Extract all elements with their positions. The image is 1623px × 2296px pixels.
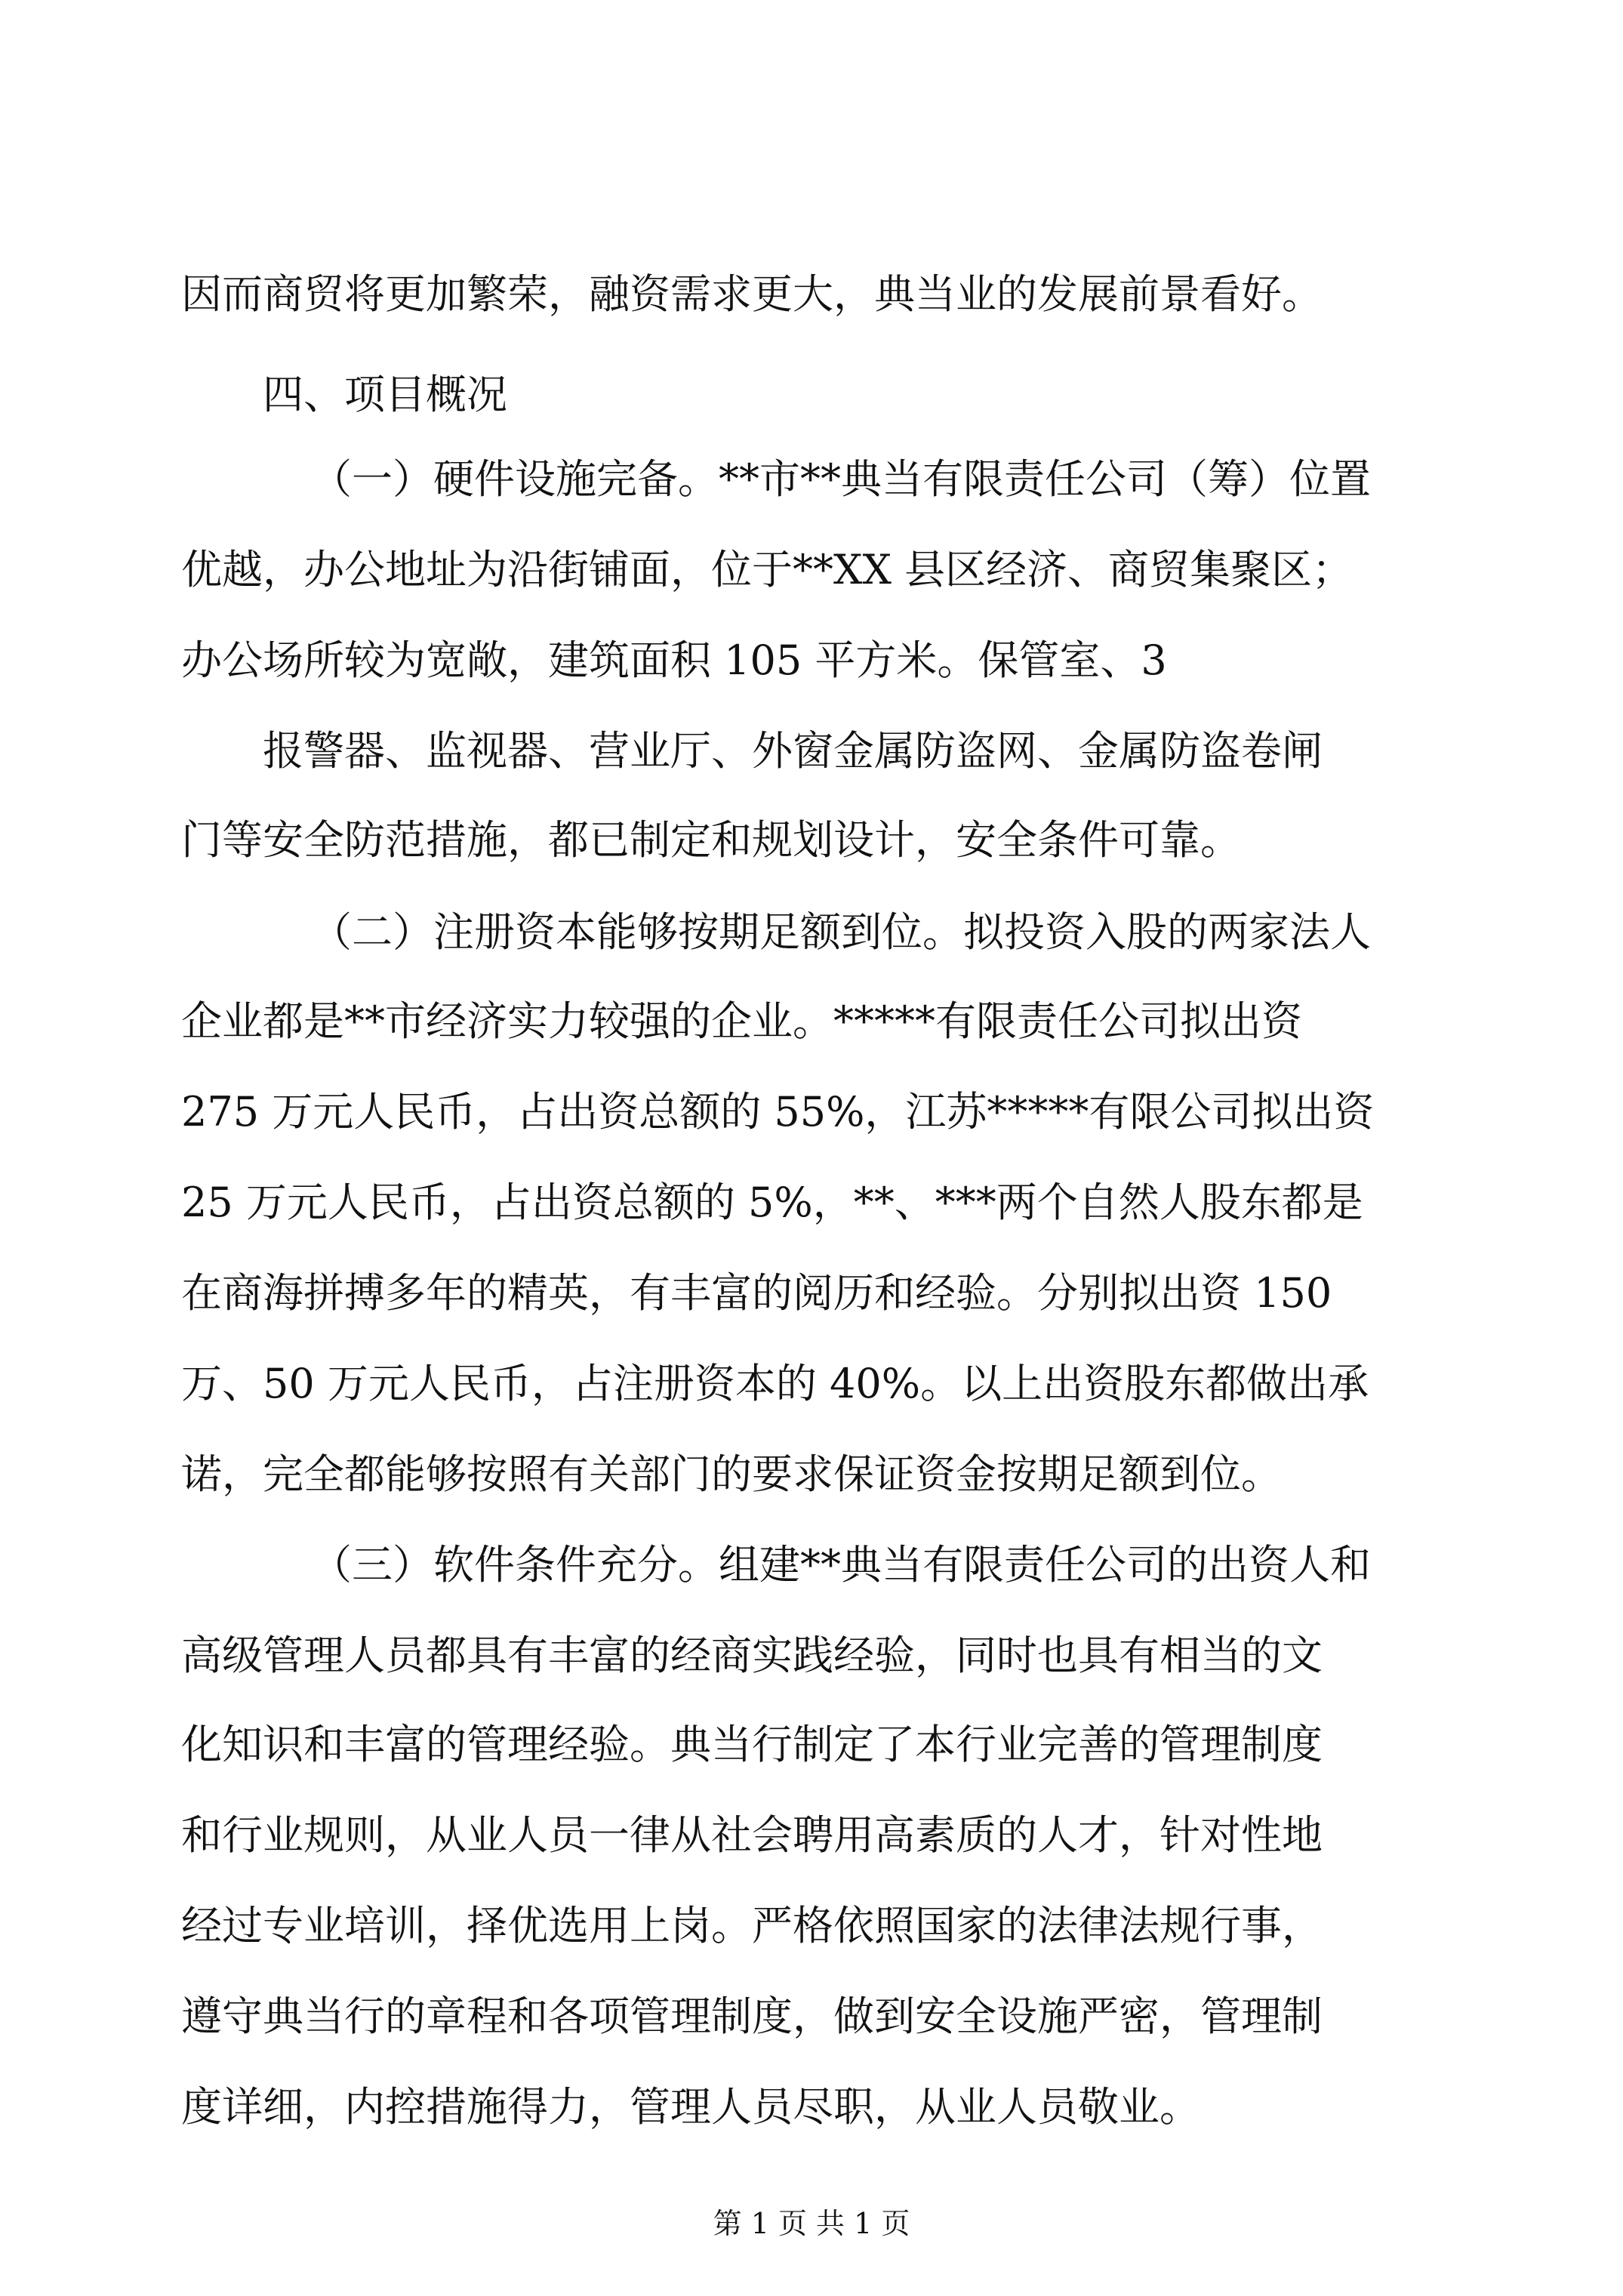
page-footer: 第 1 页 共 1 页 (713, 2207, 910, 2240)
paragraph-3-line: 度详细，内控措施得力，管理人员尽职，从业人员敬业。 (181, 2083, 1200, 2131)
paragraph-3-line: 经过专业培训，择优选用上岗。严格依照国家的法律法规行事， (181, 1902, 1323, 1949)
paragraph-3-line: 高级管理人员都具有丰富的经商实践经验，同时也具有相当的文 (181, 1632, 1323, 1679)
body-line: 因而商贸将更加繁荣，融资需求更大，典当业的发展前景看好。 (181, 270, 1323, 318)
paragraph-2-line: 万、50 万元人民币，占注册资本的 40%。以上出资股东都做出承 (181, 1360, 1369, 1407)
paragraph-2-line: 25 万元人民币，占出资总额的 5%，**、***两个自然人股东都是 (181, 1179, 1363, 1226)
paragraph-3-line: 和行业规则，从业人员一律从社会聘用高素质的人才，针对性地 (181, 1811, 1323, 1859)
paragraph-3-line: 化知识和丰富的管理经验。典当行制定了本行业完善的管理制度 (181, 1721, 1323, 1768)
paragraph-2-line: （二）注册资本能够按期足额到位。拟投资入股的两家法人 (311, 908, 1371, 956)
paragraph-1-line: 报警器、监视器、营业厅、外窗金属防盗网、金属防盗卷闸 (263, 727, 1323, 775)
paragraph-1-line: 门等安全防范措施，都已制定和规划设计，安全条件可靠。 (181, 816, 1241, 864)
paragraph-2-line: 诺，完全都能够按照有关部门的要求保证资金按期足额到位。 (181, 1450, 1282, 1498)
paragraph-1-line: 办公场所较为宽敞，建筑面积 105 平方米。保管室、3 (181, 636, 1167, 684)
paragraph-3-line: （三）软件条件充分。组建**典当有限责任公司的出资人和 (311, 1541, 1371, 1589)
paragraph-1-line: 优越，办公地址为沿街铺面，位于**XX 县区经济、商贸集聚区； (181, 546, 1354, 593)
paragraph-1-line: （一）硬件设施完备。**市**典当有限责任公司（筹）位置 (311, 455, 1371, 503)
paragraph-2-line: 企业都是**市经济实力较强的企业。*****有限责任公司拟出资 (181, 997, 1302, 1045)
section-heading: 四、项目概况 (263, 371, 507, 418)
paragraph-2-line: 275 万元人民币，占出资总额的 55%，江苏*****有限公司拟出资 (181, 1088, 1375, 1136)
paragraph-2-line: 在商海拼搏多年的精英，有丰富的阅历和经验。分别拟出资 150 (181, 1269, 1332, 1317)
paragraph-3-line: 遵守典当行的章程和各项管理制度，做到安全设施严密，管理制 (181, 1992, 1323, 2040)
